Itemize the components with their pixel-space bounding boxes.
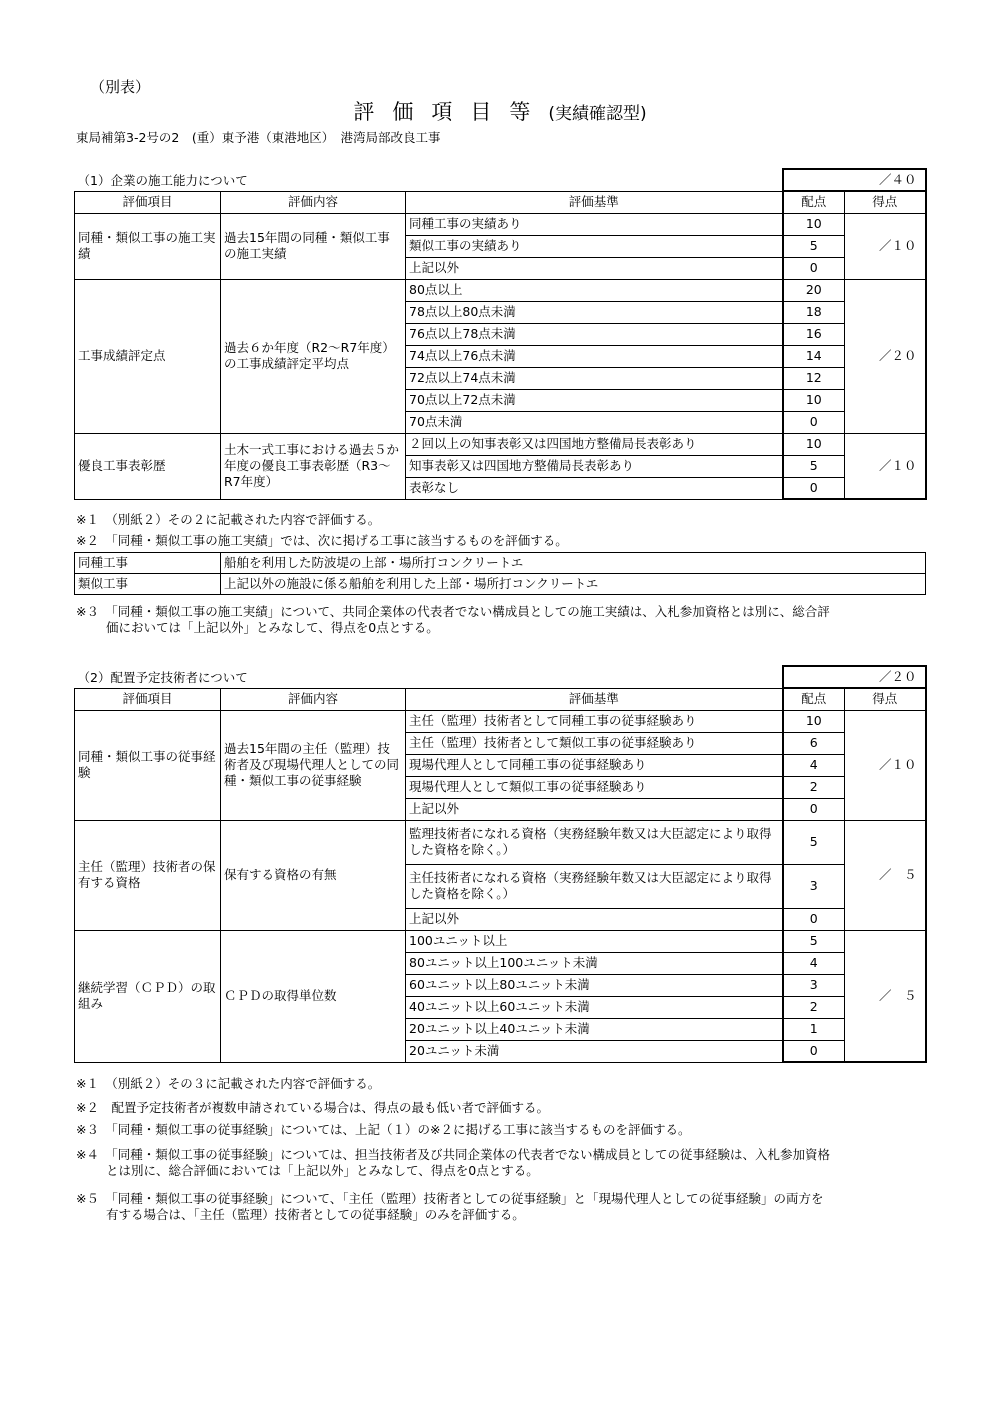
group-score: ／２０ (845, 279, 926, 433)
title-sub: (実績確認型) (548, 104, 647, 124)
points: 0 (783, 1040, 845, 1062)
criterion: 現場代理人として類似工事の従事経験あり (406, 776, 783, 798)
group-score: ／ ５ (845, 820, 926, 930)
section2-title: （2）配置予定技術者について (77, 670, 248, 686)
criterion: 70点未満 (406, 411, 783, 433)
def-label: 類似工事 (75, 574, 221, 595)
criterion: 同種工事の実績あり (406, 213, 783, 235)
group-item: 主任（監理）技術者の保有する資格 (75, 820, 221, 930)
criterion: 100ユニット以上 (406, 930, 783, 952)
page-title (0, 96, 1000, 126)
points: 0 (783, 908, 845, 930)
col-header-criterion: 評価基準 (406, 191, 783, 213)
points: 3 (783, 974, 845, 996)
group-item: 同種・類似工事の従事経験 (75, 710, 221, 820)
s1-note3-line2: 価においては「上記以外」とみなして、得点を0点とする。 (106, 620, 439, 636)
group-content: 土木一式工事における過去５か年度の優良工事表彰歴（R3～R7年度） (221, 433, 406, 499)
criterion: 知事表彰又は四国地方整備局長表彰あり (406, 455, 783, 477)
points: 0 (783, 257, 845, 279)
s2-note5-line1: ※５ 「同種・類似工事の従事経験」について、「主任（監理）技術者としての従事経験」と「現場代理人としての従事経験」の両方を (76, 1191, 824, 1206)
besshi-label: （別表） (90, 78, 151, 96)
criterion: 40ユニット以上60ユニット未満 (406, 996, 783, 1018)
group-score: ／１０ (845, 710, 926, 820)
project-subject: 東局補第3-2号の2 (重）東予港（東港地区） 港湾局部改良工事 (76, 130, 441, 145)
col-header-content: 評価内容 (221, 688, 406, 710)
points: 0 (783, 411, 845, 433)
points: 10 (783, 433, 845, 455)
criterion: 現場代理人として同種工事の従事経験あり (406, 754, 783, 776)
points: 5 (783, 930, 845, 952)
points: 6 (783, 732, 845, 754)
points: 2 (783, 776, 845, 798)
points: 10 (783, 710, 845, 732)
points: 18 (783, 301, 845, 323)
criterion: 20ユニット以上40ユニット未満 (406, 1018, 783, 1040)
col-header-score: 得点 (845, 688, 926, 710)
s2-note5 (76, 1191, 926, 1224)
section1-table (74, 168, 927, 500)
group-score: ／ ５ (845, 930, 926, 1062)
s2-note3: ※３ 「同種・類似工事の従事経験」については、上記（１）の※２に掲げる工事に該当するものを評価する。 (76, 1122, 691, 1137)
group-content: 過去15年間の主任（監理）技術者及び現場代理人としての同種・類似工事の従事経験 (221, 710, 406, 820)
col-header-criterion: 評価基準 (406, 688, 783, 710)
criterion: 80ユニット以上100ユニット未満 (406, 952, 783, 974)
group-content: 過去15年間の同種・類似工事の施工実績 (221, 213, 406, 279)
col-header-points: 配点 (783, 191, 845, 213)
points: 4 (783, 754, 845, 776)
criterion: 70点以上72点未満 (406, 389, 783, 411)
points: 12 (783, 367, 845, 389)
criterion: 78点以上80点未満 (406, 301, 783, 323)
criterion: 主任（監理）技術者として同種工事の従事経験あり (406, 710, 783, 732)
s2-note4 (76, 1147, 926, 1180)
points: 0 (783, 798, 845, 820)
group-item: 継続学習（ＣＰＤ）の取組み (75, 930, 221, 1062)
section2-total: ／２０ (783, 666, 926, 688)
col-header-content: 評価内容 (221, 191, 406, 213)
criterion: 監理技術者になれる資格（実務経験年数又は大臣認定により取得した資格を除く。） (406, 820, 783, 864)
criterion: 上記以外 (406, 257, 783, 279)
s2-note5-line2: 有する場合は、「主任（監理）技術者としての従事経験」のみを評価する。 (106, 1207, 525, 1223)
def-text: 上記以外の施設に係る船舶を利用した上部・場所打コンクリートエ (221, 574, 926, 595)
points: 10 (783, 389, 845, 411)
criterion: 主任技術者になれる資格（実務経験年数又は大臣認定により取得した資格を除く。） (406, 864, 783, 908)
col-header-item: 評価項目 (75, 191, 221, 213)
criterion: 72点以上74点未満 (406, 367, 783, 389)
criterion: 20ユニット未満 (406, 1040, 783, 1062)
group-content: 過去６か年度（R2～R7年度）の工事成績評定平均点 (221, 279, 406, 433)
section1-title: （1）企業の施工能力について (77, 173, 248, 189)
points: 16 (783, 323, 845, 345)
criterion: 上記以外 (406, 798, 783, 820)
group-score: ／１０ (845, 433, 926, 499)
points: 1 (783, 1018, 845, 1040)
s2-note4-line2: とは別に、総合評価においては「上記以外」とみなして、得点を0点とする。 (106, 1163, 539, 1179)
section2-table (74, 665, 927, 1063)
criterion: 主任（監理）技術者として類似工事の従事経験あり (406, 732, 783, 754)
def-label: 同種工事 (75, 553, 221, 574)
criterion: ２回以上の知事表彰又は四国地方整備局長表彰あり (406, 433, 783, 455)
criterion: 類似工事の実績あり (406, 235, 783, 257)
points: 0 (783, 477, 845, 499)
s2-note2: ※２ 配置予定技術者が複数申請されている場合は、得点の最も低い者で評価する。 (76, 1100, 549, 1115)
points: 2 (783, 996, 845, 1018)
s1-note1: ※１ （別紙２）その２に記載された内容で評価する。 (76, 512, 381, 527)
criterion: 76点以上78点未満 (406, 323, 783, 345)
criterion: 60ユニット以上80ユニット未満 (406, 974, 783, 996)
s2-note1: ※１ （別紙２）その３に記載された内容で評価する。 (76, 1076, 381, 1091)
group-item: 同種・類似工事の施工実績 (75, 213, 221, 279)
group-item: 優良工事表彰歴 (75, 433, 221, 499)
title-main: 評価項目等 (353, 100, 549, 124)
definition-table (74, 552, 926, 595)
group-content: 保有する資格の有無 (221, 820, 406, 930)
col-header-points: 配点 (783, 688, 845, 710)
points: 5 (783, 455, 845, 477)
criterion: 80点以上 (406, 279, 783, 301)
section1-total: ／４０ (783, 169, 926, 191)
s2-note4-line1: ※４ 「同種・類似工事の従事経験」については、担当技術者及び共同企業体の代表者でない構成員としての従事経験は、入札参加資格 (76, 1147, 830, 1162)
group-item: 工事成績評定点 (75, 279, 221, 433)
s1-note3 (76, 604, 926, 637)
points: 4 (783, 952, 845, 974)
points: 3 (783, 864, 845, 908)
group-score: ／１０ (845, 213, 926, 279)
criterion: 表彰なし (406, 477, 783, 499)
points: 10 (783, 213, 845, 235)
s1-note3-line1: ※３ 「同種・類似工事の施工実績」について、共同企業体の代表者でない構成員としての施工実績は、入札参加資格とは別に、総合評 (76, 604, 830, 619)
points: 5 (783, 235, 845, 257)
criterion: 74点以上76点未満 (406, 345, 783, 367)
criterion: 上記以外 (406, 908, 783, 930)
points: 5 (783, 820, 845, 864)
s1-note2: ※２ 「同種・類似工事の施工実績」では、次に掲げる工事に該当するものを評価する。 (76, 533, 568, 548)
group-content: ＣＰＤの取得単位数 (221, 930, 406, 1062)
col-header-score: 得点 (845, 191, 926, 213)
points: 14 (783, 345, 845, 367)
def-text: 船舶を利用した防波堤の上部・場所打コンクリートエ (221, 553, 926, 574)
points: 20 (783, 279, 845, 301)
col-header-item: 評価項目 (75, 688, 221, 710)
